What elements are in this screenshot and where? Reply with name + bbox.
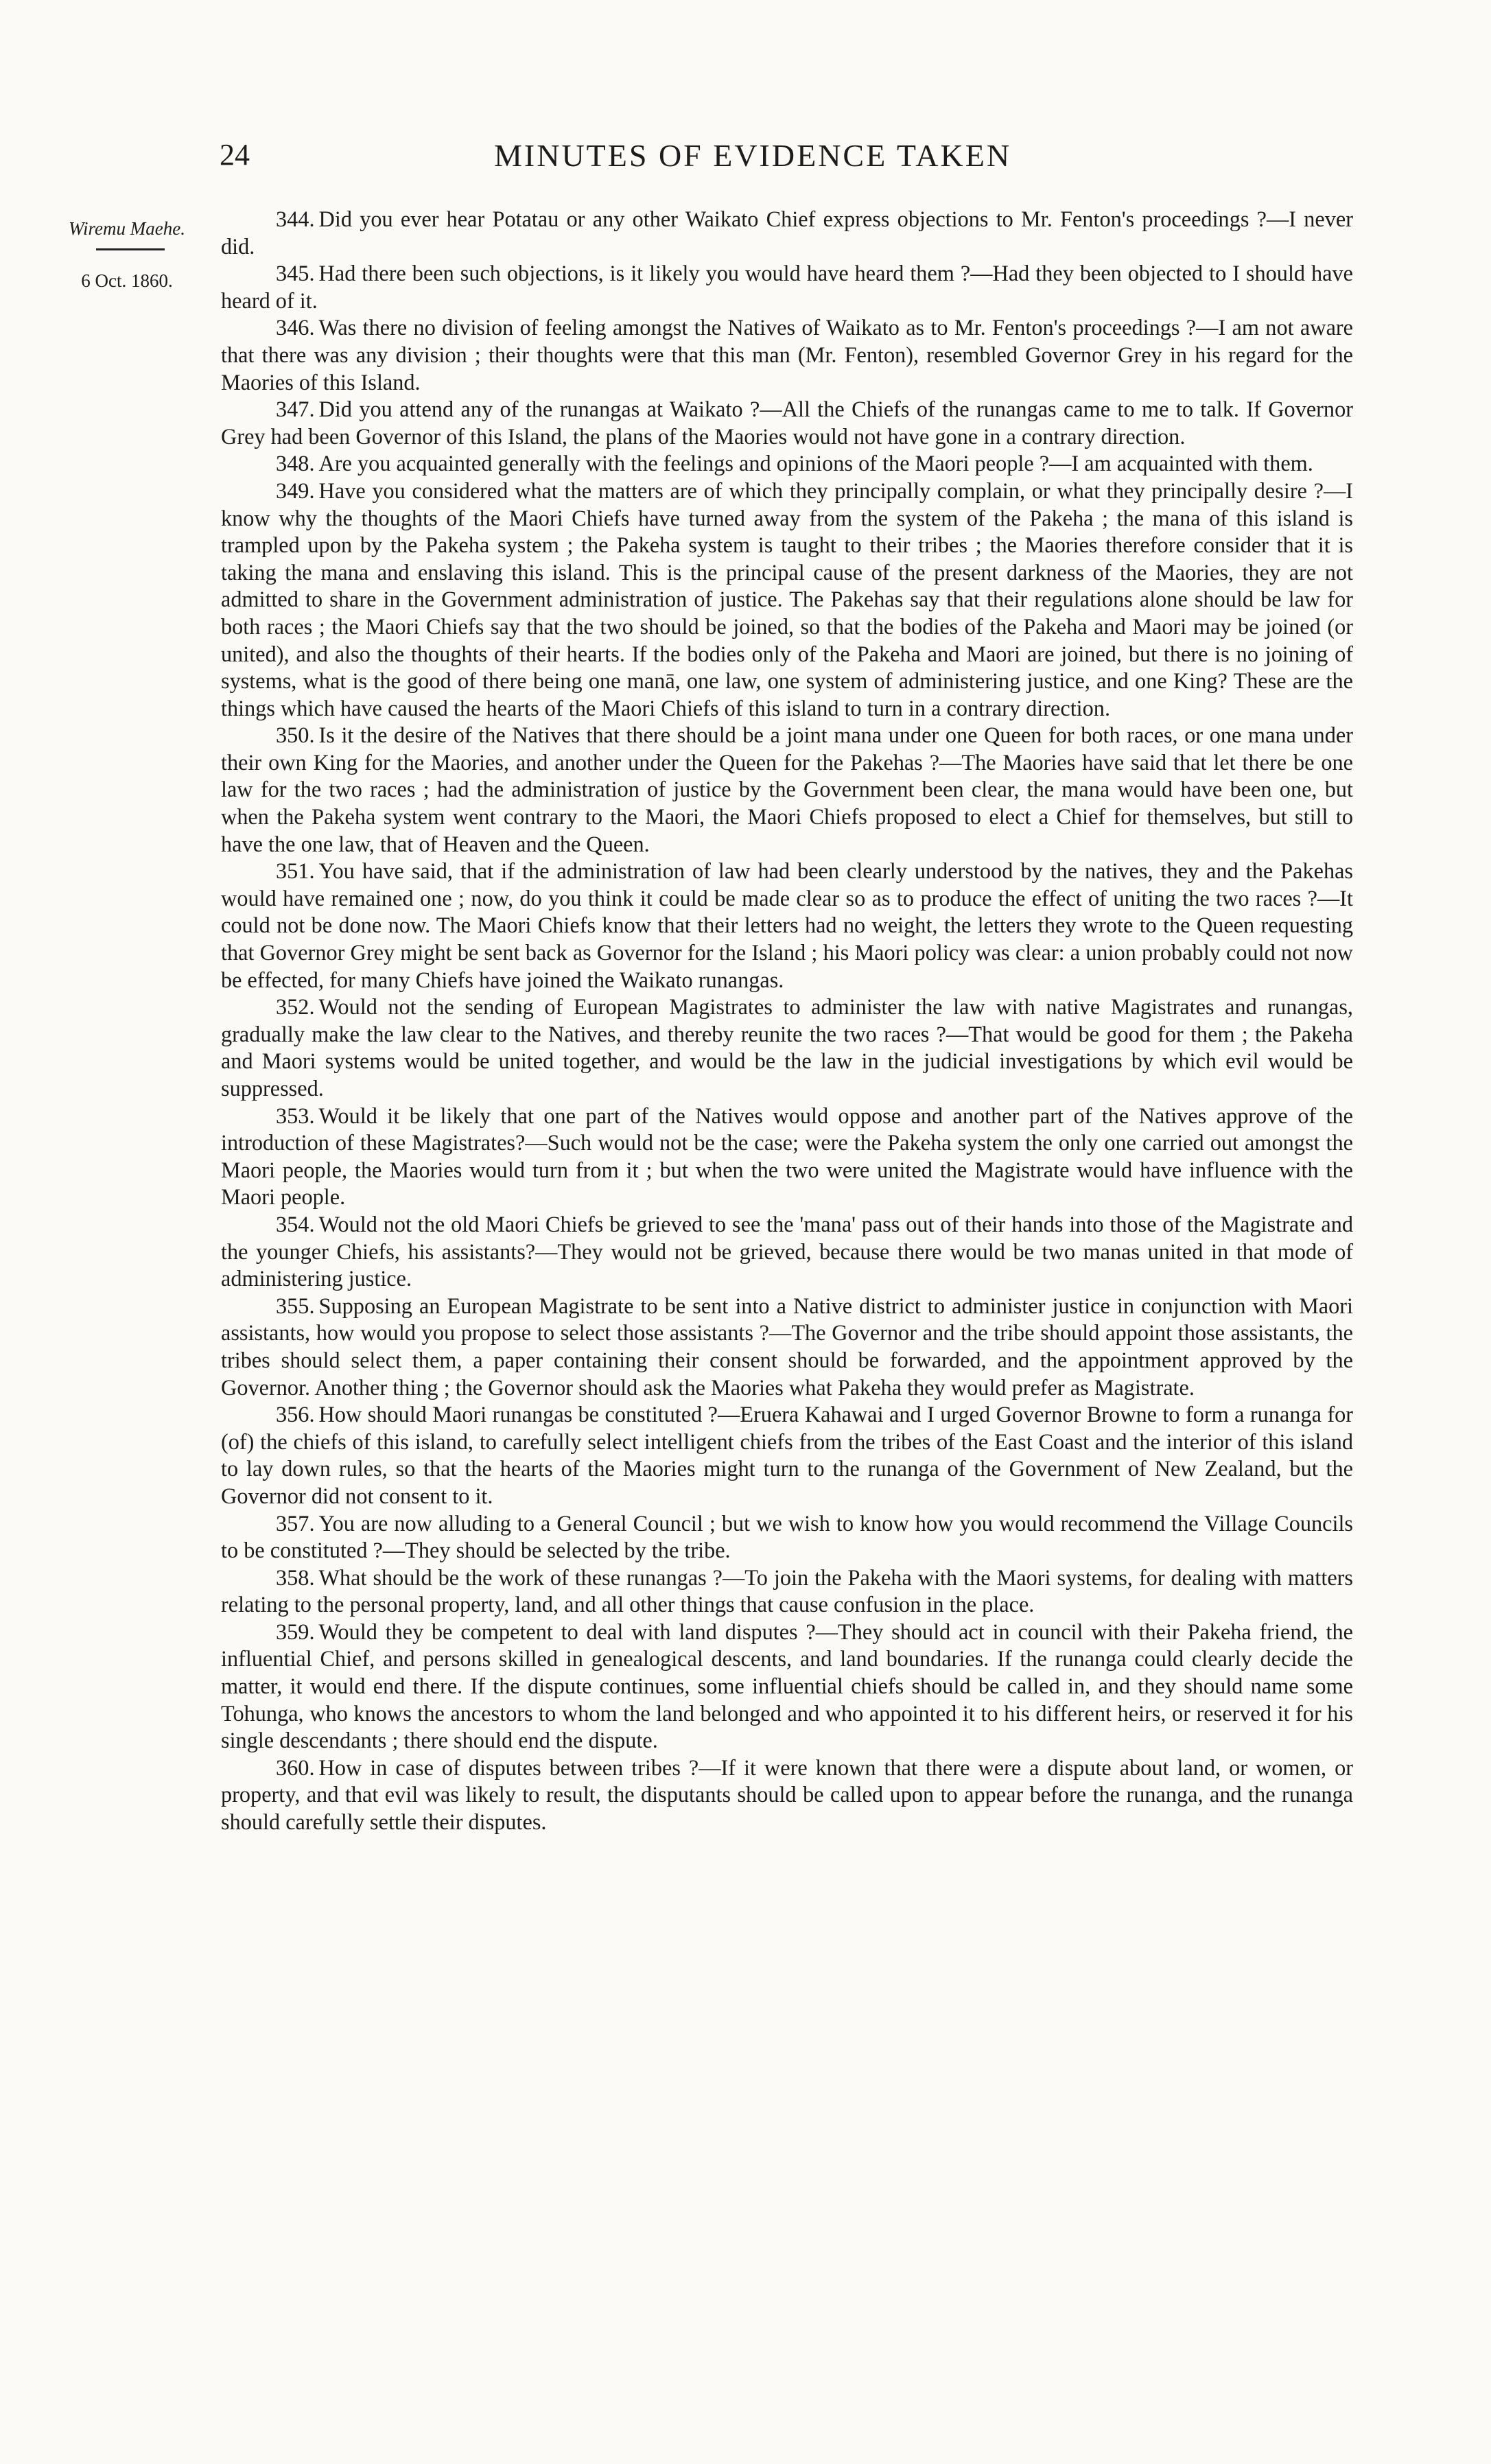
paragraph-354 <box>221 1211 1353 1293</box>
paragraph-355 <box>221 1293 1353 1401</box>
paragraph-353 <box>221 1103 1353 1211</box>
paragraph-344 <box>221 206 1353 260</box>
question-text: Would not the old Maori Chiefs be grieved to see the 'mana' pass out of their hands into those of the Magistrate and the younger Chiefs, his assistants?—They would not be grieved, because there would be two manas united in that mode of administering justice. <box>221 1211 1353 1291</box>
question-text: Would they be competent to deal with land disputes ?—They should act in council with their Pakeha friend, the influential Chief, and persons skilled in genealogical descents, and land boundaries. If the runanga could clearly decide the matter, it would end there. If the dispute continues, some influential chiefs should be called in, and they should name some Tohunga, who knows the ancestors to whom the land belonged and who appointed it to his different heirs, or reserved it for his single descendants ; there should end the dispute. <box>221 1619 1353 1753</box>
question-text: Did you attend any of the runangas at Waikato ?—All the Chiefs of the runangas came to me to talk. If Governor Grey had been Governor of this Island, the plans of the Maories would not have gone in a contrary direction. <box>221 397 1353 449</box>
paragraph-346 <box>221 314 1353 396</box>
witness-name: Wiremu Maehe. <box>69 218 185 239</box>
paragraph-358 <box>221 1564 1353 1619</box>
question-text: You are now alluding to a General Council ; but we wish to know how you would recommend the Village Councils to be constituted ?—They should be selected by the tribe. <box>221 1510 1353 1563</box>
question-number: 356. <box>276 1402 315 1427</box>
question-number: 353. <box>276 1103 315 1128</box>
paragraph-345 <box>221 260 1353 314</box>
question-number: 345. <box>276 261 315 286</box>
question-number: 360. <box>276 1755 315 1780</box>
question-number: 346. <box>276 315 315 340</box>
question-number: 352. <box>276 994 315 1020</box>
question-number: 347. <box>276 397 315 422</box>
question-text: Would it be likely that one part of the Natives would oppose and another part of the Natives approve of the introduction of these Magistrates?—Such would not be the case; were the Pakeha system the only one carried out amongst the Maori people, the Maories would turn from it ; but when the two were united the Magistrate would have influence with the Maori people. <box>221 1103 1353 1210</box>
question-text: Is it the desire of the Natives that there should be a joint mana under one Queen for both races, or one mana under their own King for the Maories, and another under the Queen for the Pakehas ?—The Maories have said that let there be one law for the two races ; had the administration of justice by the Government been clear, the mana would have been one, but when the Pakeha system went contrary to the Maori, the Maori Chiefs proposed to elect a Chief for themselves, but still to have the one law, that of Heaven and the Queen. <box>221 723 1353 856</box>
paragraph-359 <box>221 1619 1353 1755</box>
paragraph-350 <box>221 722 1353 858</box>
evidence-date: 6 Oct. 1860. <box>81 270 173 291</box>
running-title: MINUTES OF EVIDENCE TAKEN <box>494 138 1012 173</box>
paragraph-347 <box>221 396 1353 450</box>
question-number: 351. <box>276 858 315 884</box>
question-text: Supposing an European Magistrate to be sent into a Native district to administer justice in conjunction with Maori assistants, how would you propose to select those assistants ?—The Governor and the tribe should appoint those assistants, the tribes should select them, a paper containing their consent should be forwarded, and the appointment approved by the Governor. Another thing ; the Governor should ask the Maories what Pakeha they would prefer as Magistrate. <box>221 1293 1353 1400</box>
question-number: 359. <box>276 1619 315 1644</box>
sidenote-rule <box>96 248 165 250</box>
question-text: Are you acquainted generally with the feelings and opinions of the Maori people ?—I am acquainted with them. <box>318 451 1313 476</box>
evidence-text <box>221 206 1353 1836</box>
page-header <box>220 137 1352 185</box>
paragraph-356 <box>221 1401 1353 1510</box>
question-number: 354. <box>276 1211 315 1236</box>
paragraph-351 <box>221 858 1353 994</box>
question-text: What should be the work of these runangas ?—To join the Pakeha with the Maori systems, for dealing with matters relating to the personal property, land, and all other things that cause confusion in the place. <box>221 1564 1353 1617</box>
paragraph-349 <box>221 478 1353 722</box>
question-text: You have said, that if the administration of law had been clearly understood by the natives, they and the Pakehas would have remained one ; now, do you think it could be made clear so as to produce the effect of uniting the two races ?—It could not be done now. The Maori Chiefs know that their letters had no weight, the letters they wrote to the Queen requesting that Governor Grey might be sent back as Governor for the Island ; his Maori policy was clear: a union probably could not now be effected, for many Chiefs have joined the Waikato runangas. <box>221 858 1353 992</box>
question-number: 357. <box>276 1510 315 1536</box>
question-number: 348. <box>276 451 315 476</box>
question-number: 344. <box>276 207 315 231</box>
paragraph-352 <box>221 994 1353 1102</box>
question-text: Was there no division of feeling amongst the Natives of Waikato as to Mr. Fenton's proceedings ?—I am not aware that there was any division ; their thoughts were that this man (Mr. Fenton), resembled Governor Grey in his regard for the Maories of this Island. <box>221 315 1353 395</box>
question-number: 358. <box>276 1564 315 1590</box>
question-text: Did you ever hear Potatau or any other Waikato Chief express objections to Mr. Fenton's proceedings ?—I never did. <box>221 207 1353 259</box>
paragraph-360 <box>221 1755 1353 1836</box>
paragraph-357 <box>221 1510 1353 1564</box>
question-text: Had there been such objections, is it likely you would have heard them ?—Had they been objected to I should have heard of it. <box>221 261 1353 313</box>
question-number: 350. <box>276 723 315 748</box>
question-number: 355. <box>276 1293 315 1318</box>
question-number: 349. <box>276 478 315 503</box>
question-text: Would not the sending of European Magistrates to administer the law with native Magistrates and runangas, gradually make the law clear to the Natives, and thereby reunite the two races ?—That would be good for them ; the Pakeha and Maori systems would be united together, and would be the law in the judicial investigations by which evil would be suppressed. <box>221 994 1353 1101</box>
question-text: How in case of disputes between tribes ?—If it were known that there were a dispute about land, or women, or property, and that evil was likely to result, the disputants should be called upon to appear before the runanga, and the runanga should carefully settle their disputes. <box>221 1755 1353 1835</box>
question-text: Have you considered what the matters are of which they principally complain, or what they principally desire ?—I know why the thoughts of the Maori Chiefs have turned away from the system of the Pakeha ; the mana of this island is trampled upon by the Pakeha system ; the Pakeha system is taught to their tribes ; the Maories therefore consider that it is taking the mana and enslaving this island. This is the principal cause of the present darkness of the Maories, they are not admitted to share in the Government administration of justice. The Pakehas say that their regulations alone should be law for both races ; the Maori Chiefs say that the two should be joined, so that the bodies of the Pakeha and Maori may be joined (or united), and also the thoughts of their hearts. If the bodies only of the Pakeha and Maori are joined, but there is no joining of systems, what is the good of there being one manā, one law, one system of administering justice, and one King? These are the things which have caused the hearts of the Maori Chiefs of this island to turn in a contrary direction. <box>221 478 1353 720</box>
page-number: 24 <box>220 138 250 172</box>
question-text: How should Maori runangas be constituted ?—Eruera Kahawai and I urged Governor Browne to form a runanga for (of) the chiefs of this island, to carefully select intelligent chiefs from the tribes of the East Coast and the interior of this island to lay down rules, so that the hearts of the Maories might turn to the runanga of the Government of New Zealand, but the Governor did not consent to it. <box>221 1402 1353 1508</box>
paragraph-348 <box>221 450 1353 478</box>
